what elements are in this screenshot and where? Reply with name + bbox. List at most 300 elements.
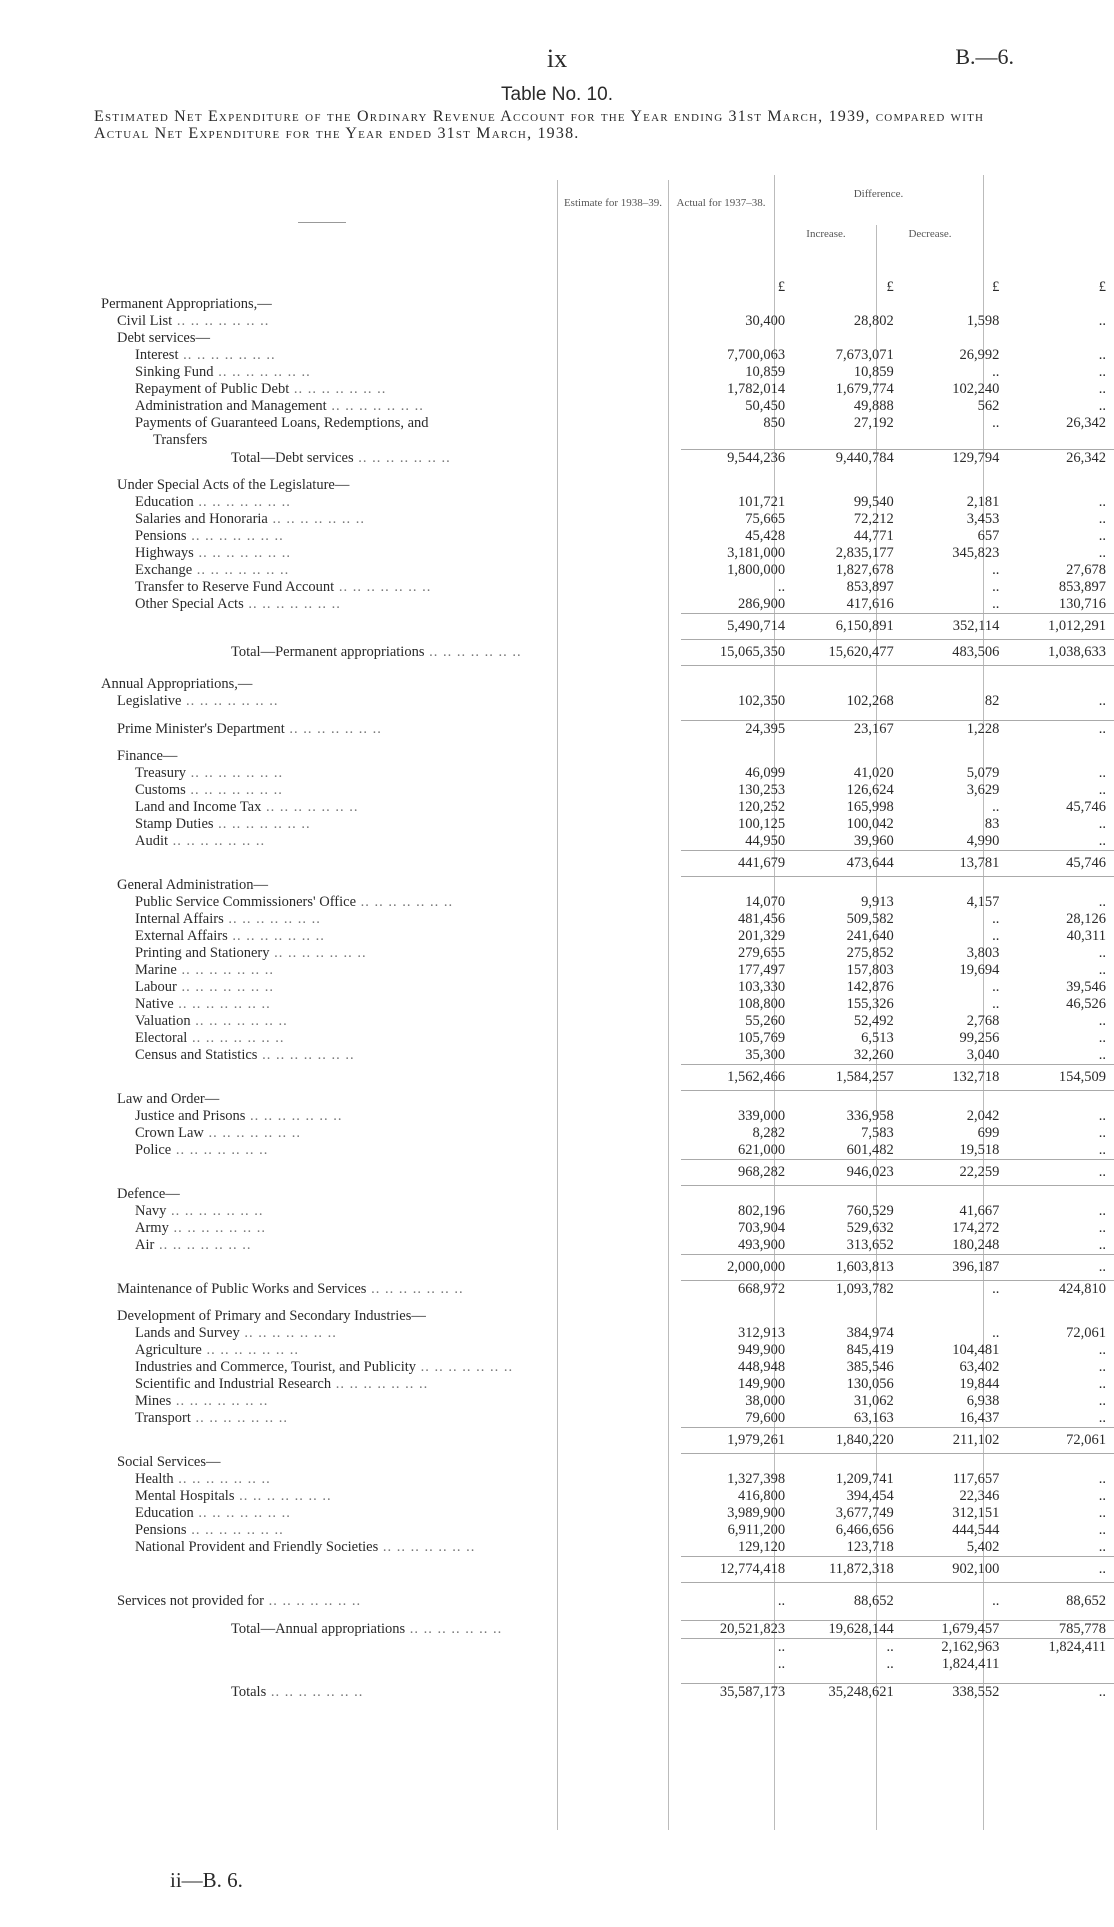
table-row — [101, 1639, 1114, 1657]
leader-dots: .. .. .. .. .. .. .. — [416, 1359, 514, 1375]
table-row — [101, 1325, 1114, 1342]
estimate-value: 55,260 — [745, 1013, 786, 1029]
leader-dots: .. .. .. .. .. .. .. — [356, 894, 454, 910]
decrease-value: 46,526 — [1066, 996, 1106, 1012]
decrease-value: .. — [1098, 528, 1106, 544]
row-label: Education — [135, 1505, 194, 1521]
decrease-value — [1007, 738, 1114, 748]
actual-value: 385,546 — [846, 1359, 894, 1375]
estimate-value — [681, 1298, 792, 1308]
estimate-value: 35,587,173 — [681, 1684, 792, 1702]
actual-value: 27,192 — [853, 415, 894, 431]
increase-value: 117,657 — [952, 1471, 1000, 1487]
row-label: Health — [135, 1471, 174, 1487]
table-row — [101, 782, 1114, 799]
table-row — [101, 1684, 1114, 1702]
leader-dots: .. .. .. .. .. .. .. — [171, 1142, 269, 1159]
estimate-value — [681, 432, 792, 450]
increase-value: 13,781 — [900, 851, 1008, 877]
actual-value: 49,888 — [853, 398, 894, 414]
estimate-value: 8,282 — [752, 1125, 786, 1141]
table-row — [101, 1281, 1114, 1299]
actual-value — [791, 1673, 900, 1684]
leader-dots: .. .. .. .. .. .. .. — [201, 1342, 299, 1358]
table-row — [101, 1488, 1114, 1505]
page-number: ix — [546, 44, 568, 73]
increase-value: 129,794 — [900, 450, 1008, 468]
increase-value — [900, 330, 1008, 347]
table-row — [101, 710, 1114, 721]
decrease-value: .. — [1098, 398, 1106, 414]
leader-dots: .. .. .. .. .. .. .. — [193, 1505, 291, 1521]
estimate-value — [681, 1583, 792, 1594]
increase-value: 22,346 — [959, 1488, 1000, 1504]
row-label: Legislative — [117, 693, 182, 709]
leader-dots: .. .. .. .. .. .. .. — [289, 381, 387, 397]
increase-value: 1,598 — [966, 313, 1000, 329]
decrease-value: .. — [1098, 1505, 1106, 1521]
increase-value: 2,162,963 — [900, 1639, 1008, 1657]
actual-value — [791, 877, 900, 895]
table-row — [101, 1393, 1114, 1410]
table-row — [101, 313, 1114, 330]
increase-value: .. — [992, 928, 1000, 944]
increase-value: 338,552 — [900, 1684, 1008, 1702]
leader-dots: .. .. .. .. .. .. .. — [203, 1125, 301, 1141]
estimate-value: 130,253 — [738, 782, 786, 798]
actual-value: 39,960 — [853, 833, 894, 849]
leader-dots: .. .. .. .. .. .. .. — [353, 449, 451, 466]
actual-value: 473,644 — [791, 851, 900, 877]
table-row — [101, 1539, 1114, 1557]
increase-value — [900, 666, 1008, 677]
actual-value — [791, 1091, 900, 1109]
row-label: Other Special Acts — [135, 596, 244, 613]
decrease-value: 39,546 — [1066, 979, 1106, 995]
actual-value — [791, 1298, 900, 1308]
estimate-value: 100,125 — [738, 816, 786, 832]
table-row — [101, 494, 1114, 511]
estimate-value — [681, 676, 792, 693]
decrease-value: 26,342 — [1007, 450, 1114, 468]
row-label: Transport — [135, 1410, 191, 1427]
actual-value: 3,677,749 — [835, 1505, 894, 1521]
decrease-value: .. — [1098, 1393, 1106, 1409]
leader-dots: .. .. .. .. .. .. .. — [243, 596, 341, 613]
row-label: Stamp Duties — [135, 816, 214, 832]
increase-value: 16,437 — [959, 1410, 1000, 1426]
actual-value: 313,652 — [846, 1237, 894, 1253]
table-row — [101, 1673, 1114, 1684]
actual-value — [791, 467, 900, 477]
actual-value: 1,840,220 — [791, 1428, 900, 1454]
increase-value: 19,518 — [959, 1142, 1000, 1158]
estimate-value: 9,544,236 — [681, 450, 792, 468]
increase-value: 1,824,411 — [941, 1656, 1000, 1672]
increase-value: 3,453 — [966, 511, 1000, 527]
estimate-value: 7,700,063 — [727, 347, 786, 363]
increase-value — [900, 710, 1008, 721]
leader-dots: .. .. .. .. .. .. .. — [185, 782, 283, 798]
decrease-value: .. — [1098, 1013, 1106, 1029]
leader-dots: .. .. .. .. .. .. .. — [257, 1047, 355, 1064]
estimate-value: 24,395 — [681, 721, 792, 739]
actual-value: .. — [791, 1639, 900, 1657]
estimate-value: 703,904 — [738, 1220, 786, 1236]
table-row — [101, 296, 1114, 313]
estimate-value: 1,782,014 — [727, 381, 786, 397]
table-row — [101, 528, 1114, 545]
leader-dots: .. .. .. .. .. .. .. — [168, 833, 266, 850]
table-row — [101, 765, 1114, 782]
actual-value: 35,248,621 — [791, 1684, 900, 1702]
leader-dots: .. .. .. .. .. .. .. — [267, 511, 365, 527]
decrease-value: 27,678 — [1066, 562, 1106, 578]
estimate-value: 339,000 — [738, 1108, 786, 1124]
row-label: Finance— — [117, 748, 178, 764]
estimate-value: 79,600 — [745, 1410, 786, 1426]
increase-value: .. — [992, 596, 1000, 612]
estimate-value — [681, 1673, 792, 1684]
table-row — [101, 721, 1114, 739]
row-label: Under Special Acts of the Legislature— — [117, 477, 350, 493]
decrease-value — [1007, 1308, 1114, 1325]
increase-value: .. — [992, 562, 1000, 578]
actual-value: 853,897 — [846, 579, 894, 595]
actual-value: 509,582 — [846, 911, 894, 927]
row-label: Permanent Appropriations,— — [101, 296, 272, 312]
leader-dots: .. .. .. .. .. .. .. — [213, 364, 311, 380]
leader-dots: .. .. .. .. .. .. .. — [187, 1030, 285, 1046]
estimate-value: 279,655 — [738, 945, 786, 961]
estimate-value: 103,330 — [738, 979, 786, 995]
actual-value: 1,209,741 — [835, 1471, 894, 1487]
table-row — [101, 1013, 1114, 1030]
leader-dots: .. .. .. .. .. .. .. — [190, 1410, 288, 1427]
estimate-value: 3,181,000 — [727, 545, 786, 561]
table-row — [101, 640, 1114, 666]
estimate-value: 44,950 — [745, 833, 786, 849]
increase-value: 3,040 — [966, 1047, 1000, 1063]
table-row — [101, 511, 1114, 528]
estimate-value: 108,800 — [738, 996, 786, 1012]
actual-value: 130,056 — [846, 1376, 894, 1392]
actual-value: 165,998 — [846, 799, 894, 815]
row-label: Education — [135, 494, 194, 510]
increase-value: 63,402 — [959, 1359, 1000, 1375]
table-row — [101, 330, 1114, 347]
table-row — [101, 911, 1114, 928]
decrease-value: 785,778 — [1007, 1621, 1114, 1639]
actual-value: 100,042 — [846, 816, 894, 832]
estimate-value: 201,329 — [738, 928, 786, 944]
row-label: Total—Permanent appropriations — [231, 644, 425, 660]
increase-value: 562 — [977, 398, 1000, 414]
actual-value: 72,212 — [853, 511, 894, 527]
actual-value: 1,603,813 — [791, 1255, 900, 1281]
table-row — [101, 1065, 1114, 1091]
estimate-value: 101,721 — [738, 494, 786, 510]
decrease-value — [1007, 1186, 1114, 1204]
decrease-value: .. — [1098, 1047, 1106, 1063]
table-row — [101, 1505, 1114, 1522]
estimate-value: 15,065,350 — [681, 640, 792, 666]
leader-dots: .. .. .. .. .. .. .. — [405, 1621, 503, 1637]
decrease-value: 72,061 — [1066, 1325, 1106, 1341]
actual-value: 31,062 — [853, 1393, 894, 1409]
row-label: Payments of Guaranteed Loans, Redemptions, and — [135, 415, 429, 431]
decrease-value — [1007, 477, 1114, 494]
table-row — [101, 450, 1114, 468]
increase-value: 5,079 — [966, 765, 1000, 781]
decrease-value — [1007, 877, 1114, 895]
actual-value: 44,771 — [853, 528, 894, 544]
table-row — [101, 851, 1114, 877]
increase-value: 83 — [984, 816, 1000, 832]
estimate-value: 6,911,200 — [727, 1522, 786, 1538]
difference-column-header: Difference. — [853, 188, 904, 200]
unit-actual: £ — [886, 279, 894, 295]
actual-value: 28,802 — [853, 313, 894, 329]
estimate-value: .. — [777, 1656, 786, 1672]
actual-value — [791, 710, 900, 721]
leader-dots: .. .. .. .. .. .. .. — [227, 928, 325, 944]
increase-value: 444,544 — [952, 1522, 1000, 1538]
decrease-value: .. — [1098, 1359, 1106, 1375]
leader-dots: .. .. .. .. .. .. .. — [178, 347, 276, 363]
row-label: Transfer to Reserve Fund Account — [135, 579, 335, 595]
increase-value — [900, 738, 1008, 748]
table-row — [101, 1522, 1114, 1539]
table-row — [101, 962, 1114, 979]
table-row — [101, 676, 1114, 693]
actual-value: 11,872,318 — [791, 1557, 900, 1583]
leader-dots: .. .. .. .. .. .. .. — [334, 579, 432, 595]
estimate-value: 129,120 — [738, 1539, 786, 1555]
estimate-value: 20,521,823 — [681, 1621, 792, 1639]
row-label: Debt services— — [117, 330, 211, 346]
table-row — [101, 432, 1114, 450]
decrease-value: .. — [1098, 364, 1106, 380]
increase-value: 345,823 — [952, 545, 1000, 561]
actual-value: 126,624 — [846, 782, 894, 798]
decrease-value: .. — [1098, 1220, 1106, 1236]
row-label: Labour — [135, 979, 177, 995]
table-row — [101, 364, 1114, 381]
table-row — [101, 579, 1114, 596]
estimate-value — [681, 296, 792, 313]
actual-value: 6,513 — [861, 1030, 894, 1046]
increase-value — [900, 748, 1008, 765]
estimate-value: 3,989,900 — [727, 1505, 786, 1521]
actual-value — [791, 1610, 900, 1621]
table-row — [101, 1125, 1114, 1142]
leader-dots: .. .. .. .. .. .. .. — [186, 765, 284, 781]
estimate-value: 50,450 — [745, 398, 786, 414]
decrease-value: .. — [1098, 962, 1106, 978]
row-label: Interest — [135, 347, 179, 363]
actual-value: 88,652 — [853, 1593, 894, 1609]
increase-value: 3,629 — [966, 782, 1000, 798]
decrease-value: 1,012,291 — [1007, 614, 1114, 640]
actual-value: 946,023 — [791, 1160, 900, 1186]
actual-value: 760,529 — [846, 1203, 894, 1219]
leader-dots: .. .. .. .. .. .. .. — [186, 1522, 284, 1538]
decrease-value — [1007, 1454, 1114, 1472]
increase-value — [900, 1673, 1008, 1684]
row-label: Totals — [231, 1683, 267, 1700]
table-row — [101, 545, 1114, 562]
table-title: Table No. 10. — [501, 84, 613, 105]
leader-dots: .. .. .. .. .. .. .. — [326, 398, 424, 414]
estimate-value: 668,972 — [681, 1281, 792, 1299]
actual-value: 417,616 — [846, 596, 894, 612]
decrease-value: 1,038,633 — [1007, 640, 1114, 666]
decrease-value: .. — [1098, 1342, 1106, 1358]
leader-dots: .. .. .. .. .. .. .. — [424, 644, 522, 660]
increase-value: 41,667 — [959, 1203, 1000, 1219]
table-row — [101, 1428, 1114, 1454]
actual-value: 6,466,656 — [835, 1522, 894, 1538]
actual-value: 394,454 — [846, 1488, 894, 1504]
estimate-value: 177,497 — [738, 962, 786, 978]
decrease-column-header: Decrease. — [908, 228, 952, 240]
increase-value: 174,272 — [952, 1220, 1000, 1236]
decrease-value — [1007, 1091, 1114, 1109]
row-label: Total—Annual appropriations — [231, 1621, 406, 1637]
actual-value: 1,679,774 — [835, 381, 894, 397]
decrease-value: .. — [1098, 894, 1106, 910]
table-row — [101, 467, 1114, 477]
estimate-value: 5,490,714 — [681, 614, 792, 640]
unit-increase: £ — [992, 279, 1000, 295]
decrease-value: .. — [1098, 1203, 1106, 1219]
increase-value: 2,768 — [966, 1013, 1000, 1029]
row-label: Maintenance of Public Works and Services — [117, 1280, 367, 1297]
table-row — [101, 1255, 1114, 1281]
estimate-value: 10,859 — [745, 364, 786, 380]
leader-dots: .. .. .. .. .. .. .. — [173, 996, 271, 1012]
table-row — [101, 928, 1114, 945]
decrease-value — [1007, 1583, 1114, 1594]
actual-value — [791, 676, 900, 693]
increase-value — [900, 877, 1008, 895]
estimate-value: 1,800,000 — [727, 562, 786, 578]
row-label: Repayment of Public Debt — [135, 381, 290, 397]
increase-value: 3,803 — [966, 945, 1000, 961]
estimate-value — [681, 666, 792, 677]
estimate-value: 2,000,000 — [681, 1255, 792, 1281]
table-row — [101, 477, 1114, 494]
row-label: Agriculture — [135, 1342, 202, 1358]
decrease-value: 72,061 — [1007, 1428, 1114, 1454]
table-row — [101, 415, 1114, 432]
table-subtitle: Estimated Net Expenditure of the Ordinary Revenue Account for the Year ending 31st March, 1939, compared with Actual Net Expenditure for the Year ended 31st March, 1938. — [94, 108, 985, 142]
estimate-value: .. — [681, 1639, 792, 1657]
row-label: Sinking Fund — [135, 364, 214, 380]
actual-value — [791, 330, 900, 347]
row-label: Justice and Prisons — [135, 1108, 246, 1124]
decrease-value — [1007, 1610, 1114, 1621]
expenditure-table — [101, 279, 1114, 1701]
decrease-value: 45,746 — [1007, 851, 1114, 877]
row-label: Development of Primary and Secondary Industries— — [117, 1308, 426, 1324]
decrease-value — [1007, 748, 1114, 765]
leader-dots: .. .. .. .. .. .. .. — [173, 1471, 271, 1487]
decrease-value: .. — [1098, 511, 1106, 527]
estimate-value — [681, 877, 792, 895]
row-label: Salaries and Honoraria — [135, 511, 268, 527]
increase-value — [900, 296, 1008, 313]
row-label: Pensions — [135, 528, 187, 544]
actual-value: 7,673,071 — [835, 347, 894, 363]
estimate-column-header: Estimate for 1938–39. — [563, 197, 663, 209]
increase-value — [900, 1454, 1008, 1472]
table-row — [101, 1656, 1114, 1673]
decrease-value: .. — [1098, 945, 1106, 961]
actual-value — [791, 432, 900, 450]
row-label: Administration and Management — [135, 398, 327, 414]
decrease-value — [1007, 676, 1114, 693]
decrease-value: .. — [1098, 1410, 1106, 1426]
leader-dots: .. .. .. .. .. .. .. — [263, 1593, 362, 1609]
estimate-value: 38,000 — [745, 1393, 786, 1409]
row-label: Crown Law — [135, 1125, 204, 1141]
leader-dots: .. .. .. .. .. .. .. — [193, 494, 291, 510]
row-label: Pensions — [135, 1522, 187, 1538]
estimate-value: 1,562,466 — [681, 1065, 792, 1091]
decrease-value: .. — [1098, 494, 1106, 510]
row-label: Transfers — [153, 432, 208, 449]
actual-value — [791, 738, 900, 748]
actual-value: 241,640 — [846, 928, 894, 944]
table-row — [101, 1471, 1114, 1488]
row-label: Internal Affairs — [135, 911, 224, 927]
increase-value — [900, 1091, 1008, 1109]
table-row — [101, 562, 1114, 579]
estimate-value: 493,900 — [738, 1237, 786, 1253]
increase-value: 699 — [977, 1125, 1000, 1141]
estimate-value: 105,769 — [738, 1030, 786, 1046]
increase-value: 2,042 — [966, 1108, 1000, 1124]
row-label: General Administration— — [117, 876, 269, 893]
estimate-value — [681, 748, 792, 765]
decrease-value: 40,311 — [1066, 928, 1106, 944]
actual-value: .. — [886, 1656, 894, 1672]
decrease-value — [1007, 330, 1114, 347]
estimate-value: 481,456 — [738, 911, 786, 927]
actual-value: 336,958 — [846, 1108, 894, 1124]
increase-value — [900, 477, 1008, 494]
increase-value — [900, 432, 1008, 450]
table-row — [101, 1298, 1114, 1308]
estimate-value: 46,099 — [745, 765, 786, 781]
decrease-value — [1007, 666, 1114, 677]
row-label: Scientific and Industrial Research — [135, 1376, 332, 1392]
row-label: Total—Debt services — [231, 449, 354, 466]
row-label: Army — [135, 1220, 169, 1236]
table-row — [101, 1108, 1114, 1125]
table-row — [101, 945, 1114, 962]
table-row — [101, 666, 1114, 677]
document-reference: B.—6. — [955, 44, 1014, 69]
leader-dots: .. .. .. .. .. .. .. — [266, 1683, 364, 1700]
increase-value: 2,181 — [966, 494, 1000, 510]
increase-value: 211,102 — [900, 1428, 1008, 1454]
decrease-value: 1,824,411 — [1007, 1639, 1114, 1657]
actual-value — [791, 1308, 900, 1325]
increase-value: 4,157 — [966, 894, 1000, 910]
